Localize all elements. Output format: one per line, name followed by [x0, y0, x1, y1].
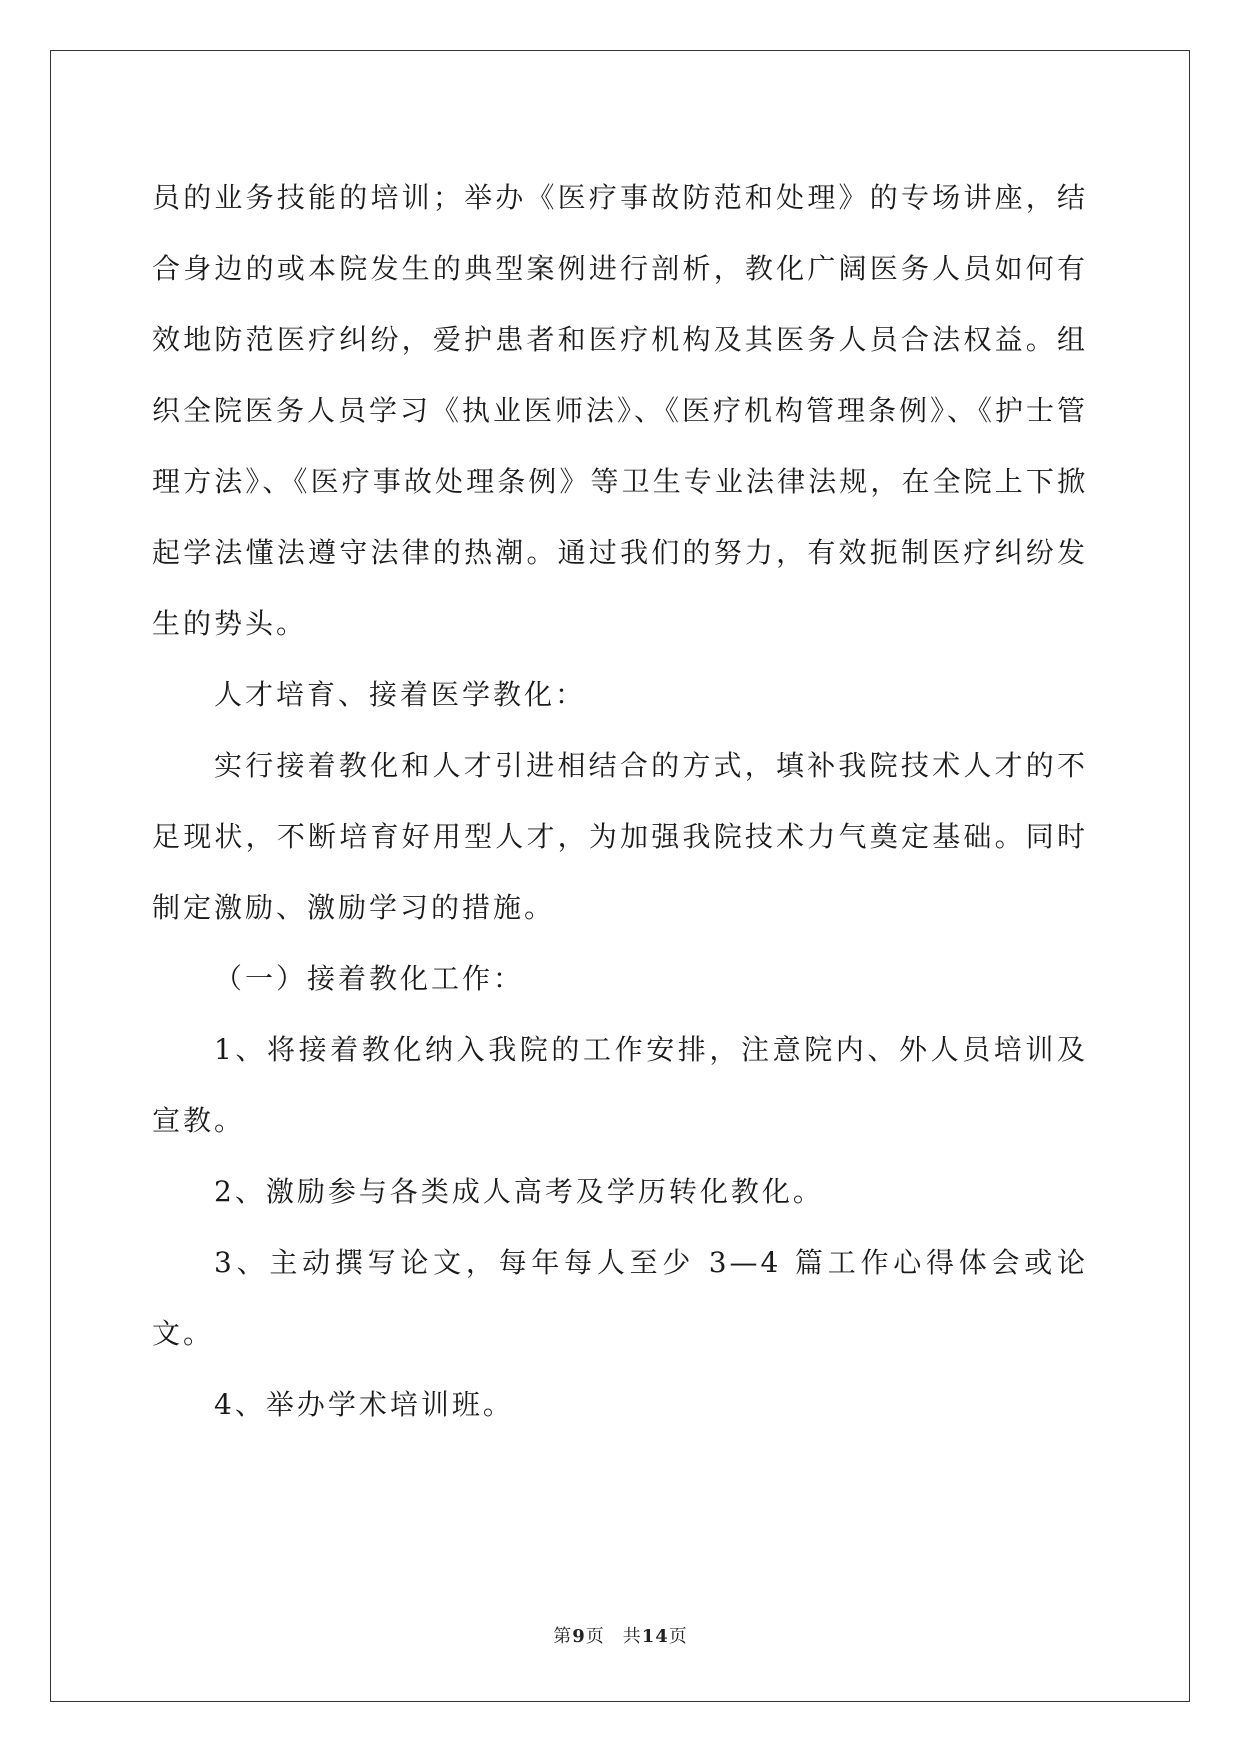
- document-body: [152, 162, 1088, 1440]
- total-suffix: 页: [668, 1626, 688, 1647]
- list-item: 1、将接着教化纳入我院的工作安排，注意院内、外人员培训及宣教。: [152, 1033, 1088, 1137]
- list-item: 3、主动撰写论文，每年每人至少 3—4 篇工作心得体会或论文。: [152, 1246, 1088, 1350]
- page-number: 9: [572, 1626, 586, 1647]
- list-item: 4、举办学术培训班。: [214, 1388, 514, 1421]
- section-heading-talent: 人才培育、接着医学教化：: [214, 678, 587, 711]
- page-suffix: 页: [585, 1626, 605, 1647]
- page-footer: [0, 1625, 1241, 1649]
- paragraph-continued: 员的业务技能的培训；举办《医疗事故防范和处理》的专场讲座，结合身边的或本院发生的典型案例进行剖析，教化广阔医务人员如何有效地防范医疗纠纷，爱护患者和医疗机构及其医务人员合法权益。组织全院医务人员学习《执业医师法》、《医疗机构管理条例》、《护士管理方法》、《医疗事故处理条例》等卫生专业法律法规，在全院上下掀起学法懂法遵守法律的热潮。通过我们的努力，有效扼制医疗纠纷发生的势头。: [152, 181, 1089, 640]
- total-prefix: 共: [622, 1626, 642, 1647]
- page-prefix: 第: [553, 1626, 573, 1647]
- paragraph-talent: 实行接着教化和人才引进相结合的方式，填补我院技术人才的不足现状，不断培育好用型人才，为加强我院技术力气奠定基础。同时制定激励、激励学习的措施。: [152, 749, 1088, 924]
- list-item: 2、激励参与各类成人高考及学历转化教化。: [214, 1175, 824, 1208]
- total-pages: 14: [641, 1626, 669, 1647]
- subsection-heading: （一）接着教化工作：: [214, 962, 525, 995]
